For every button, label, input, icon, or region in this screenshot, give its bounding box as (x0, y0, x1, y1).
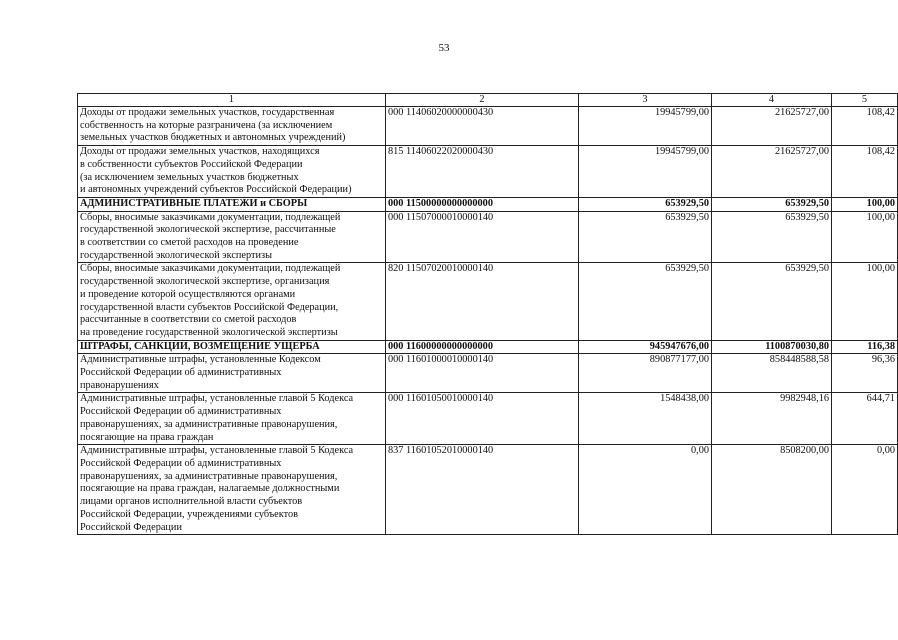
row-code-cell: 000 11601000010000140 (386, 354, 579, 393)
column-header-1: 1 (78, 94, 386, 107)
row-percent-cell: 116,38 (832, 340, 898, 354)
row-percent-cell: 100,00 (832, 263, 898, 340)
row-code-cell: 000 11406020000000430 (386, 107, 579, 146)
row-value-col3-cell: 19945799,00 (579, 146, 712, 198)
row-code-cell: 837 11601052010000140 (386, 445, 579, 535)
row-code-cell: 000 11600000000000000 (386, 340, 579, 354)
row-code-cell: 000 11507000010000140 (386, 211, 579, 263)
row-value-col4-cell: 653929,50 (712, 197, 832, 211)
row-name-cell: Административные штрафы, установленные Кодексом Российской Федерации об административных правонарушениях (78, 354, 386, 393)
row-value-col4-cell: 8508200,00 (712, 445, 832, 535)
row-value-col3-cell: 945947676,00 (579, 340, 712, 354)
row-percent-cell: 644,71 (832, 393, 898, 445)
row-value-col3-cell: 653929,50 (579, 211, 712, 263)
row-value-col4-cell: 21625727,00 (712, 107, 832, 146)
row-value-col3-cell: 1548438,00 (579, 393, 712, 445)
row-value-col4-cell: 653929,50 (712, 263, 832, 340)
row-value-col4-cell: 9982948,16 (712, 393, 832, 445)
table-row (78, 445, 898, 535)
column-header-4: 4 (712, 94, 832, 107)
row-name-cell: Сборы, вносимые заказчиками документации, подлежащей государственной экологической экспертизе, рассчитанные в соответствии со сметой расходов на проведение государственной экологической экспертизы (78, 211, 386, 263)
row-percent-cell: 0,00 (832, 445, 898, 535)
column-header-2: 2 (386, 94, 579, 107)
table-row (78, 197, 898, 211)
table-row (78, 354, 898, 393)
row-percent-cell: 108,42 (832, 146, 898, 198)
row-percent-cell: 100,00 (832, 211, 898, 263)
table-row (78, 211, 898, 263)
column-header-5: 5 (832, 94, 898, 107)
row-value-col4-cell: 858448588,58 (712, 354, 832, 393)
table-row (78, 107, 898, 146)
row-percent-cell: 96,36 (832, 354, 898, 393)
row-value-col4-cell: 653929,50 (712, 211, 832, 263)
row-value-col3-cell: 890877177,00 (579, 354, 712, 393)
row-percent-cell: 100,00 (832, 197, 898, 211)
row-name-cell: ШТРАФЫ, САНКЦИИ, ВОЗМЕЩЕНИЕ УЩЕРБА (78, 340, 386, 354)
table-row (78, 263, 898, 340)
row-name-cell: Доходы от продажи земельных участков, находящихся в собственности субъектов Российской Федерации (за исключением земельных участков бюджетных и автономных учреждений субъектов Российской Федерации) (78, 146, 386, 198)
table-body (78, 107, 898, 535)
row-percent-cell: 108,42 (832, 107, 898, 146)
table-header-row (78, 94, 898, 107)
table-row (78, 393, 898, 445)
row-code-cell: 820 11507020010000140 (386, 263, 579, 340)
row-name-cell: АДМИНИСТРАТИВНЫЕ ПЛАТЕЖИ и СБОРЫ (78, 197, 386, 211)
revenue-table (77, 93, 898, 535)
table-row (78, 146, 898, 198)
column-header-3: 3 (579, 94, 712, 107)
row-code-cell: 815 11406022020000430 (386, 146, 579, 198)
row-value-col4-cell: 1100870030,80 (712, 340, 832, 354)
row-name-cell: Административные штрафы, установленные главой 5 Кодекса Российской Федерации об административных правонарушениях, за административные правонарушения, посягающие на права граждан (78, 393, 386, 445)
row-code-cell: 000 11500000000000000 (386, 197, 579, 211)
row-name-cell: Административные штрафы, установленные главой 5 Кодекса Российской Федерации об административных правонарушениях, за административные правонарушения, посягающие на права граждан, налагаемые должностными лицами органов исполнительной власти субъектов Российской Федерации, учреждениями субъектов Российской Федерации (78, 445, 386, 535)
row-value-col3-cell: 653929,50 (579, 263, 712, 340)
row-name-cell: Сборы, вносимые заказчиками документации, подлежащей государственной экологической экспертизе, организация и проведение которой осуществляются органами государственной власти субъектов Российской Федерации, рассчитанные в соответствии со сметой расходов на проведение государственной экологической экспертизы (78, 263, 386, 340)
row-name-cell: Доходы от продажи земельных участков, государственная собственность на которые разграничена (за исключением земельных участков бюджетных и автономных учреждений) (78, 107, 386, 146)
row-value-col3-cell: 19945799,00 (579, 107, 712, 146)
table-row (78, 340, 898, 354)
row-value-col3-cell: 0,00 (579, 445, 712, 535)
row-value-col3-cell: 653929,50 (579, 197, 712, 211)
row-code-cell: 000 11601050010000140 (386, 393, 579, 445)
page-number: 53 (438, 42, 450, 54)
row-value-col4-cell: 21625727,00 (712, 146, 832, 198)
